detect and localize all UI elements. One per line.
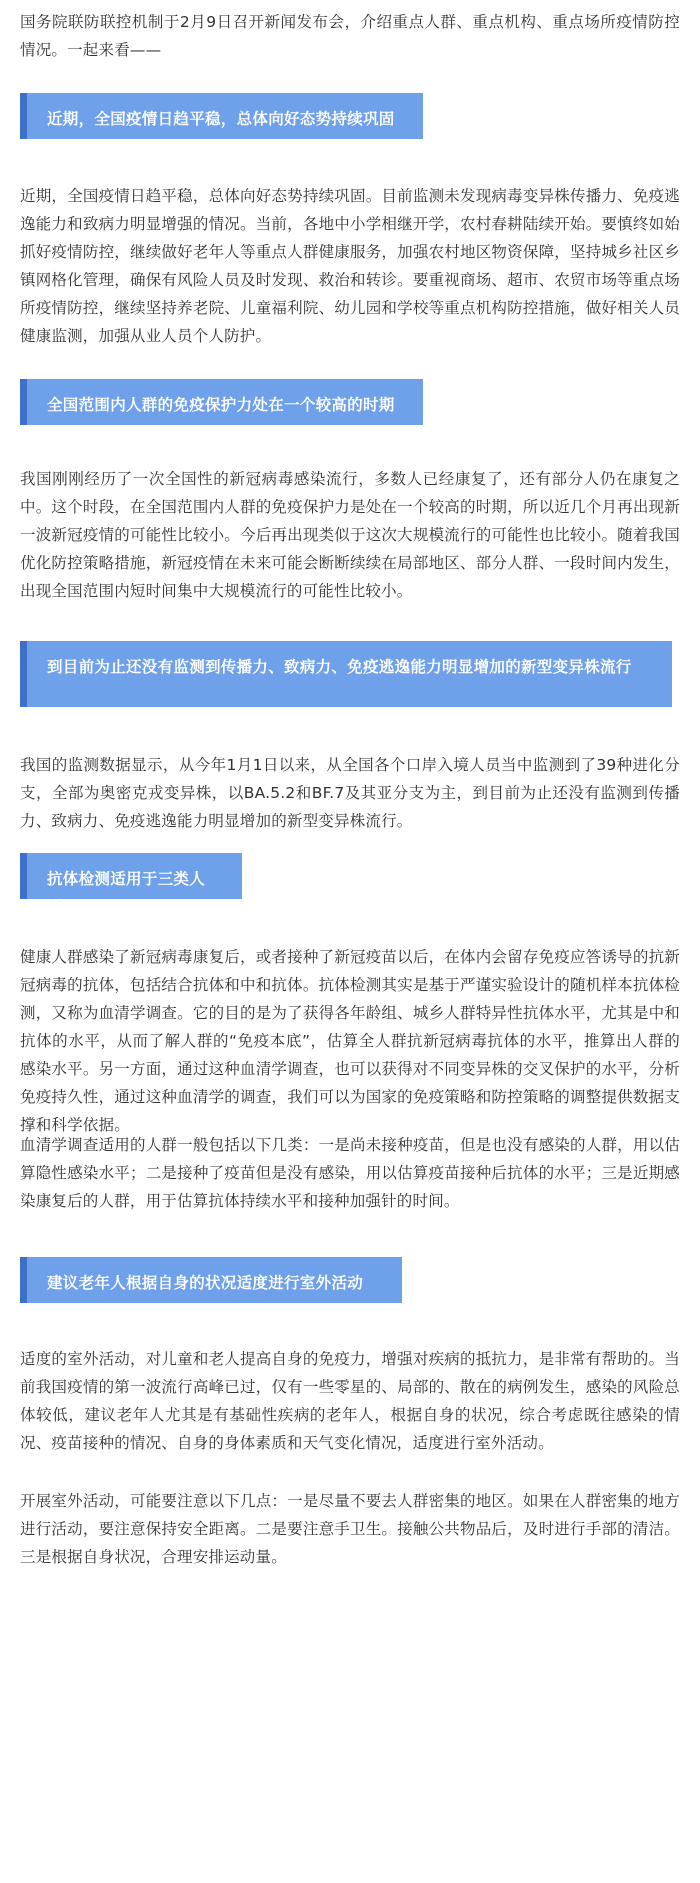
section-1-paragraph-1: 近期，全国疫情日趋平稳，总体向好态势持续巩固。目前监测未发现病毒变异株传播力、免疫逃逸能力和致病力明显增强的情况。当前，各地中小学相继开学，农村春耕陆续开始。要慎终如始抓好疫情防控，继续做好老年人等重点人群健康服务，加强农村地区物资保障，坚持城乡社区乡镇网格化管理，确保有风险人员及时发现、救治和转诊。要重视商场、超市、农贸市场等重点场所疫情防控，继续坚持养老院、儿童福利院、幼儿园和学校等重点机构防控措施，做好相关人员健康监测，加强从业人员个人防护。: [20, 187, 680, 345]
intro-paragraph: 国务院联防联控机制于2月9日召开新闻发布会，介绍重点人群、重点机构、重点场所疫情防控情况。一起来看——: [20, 13, 680, 59]
section-2-paragraph-1: 我国刚刚经历了一次全国性的新冠病毒感染流行，多数人已经康复了，还有部分人仍在康复之中。这个时段，在全国范围内人群的免疫保护力是处在一个较高的时期，所以近几个月再出现新一波新冠疫情的可能性比较小。今后再出现类似于这次大规模流行的可能性也比较小。随着我国优化防控策略措施，新冠疫情在未来可能会断断续续在局部地区、部分人群、一段时间内发生，出现全国范围内短时间集中大规模流行的可能性比较小。: [20, 470, 680, 600]
section-heading-5: 建议老年人根据自身的状况适度进行室外活动: [20, 1257, 402, 1303]
section-heading-3: 到目前为止还没有监测到传播力、致病力、免疫逃逸能力明显增加的新型变异株流行: [20, 641, 672, 707]
section-4-paragraph-1: 健康人群感染了新冠病毒康复后，或者接种了新冠疫苗以后，在体内会留存免疫应答诱导的抗新冠病毒的抗体，包括结合抗体和中和抗体。抗体检测其实是基于严谨实验设计的随机样本抗体检测，又称为血清学调查。它的目的是为了获得各年龄组、城乡人群特异性抗体水平，尤其是中和抗体的水平，从而了解人群的“免疫本底”，估算全人群抗新冠病毒抗体的水平，推算出人群的感染水平。另一方面，通过这种血清学调查，也可以获得对不同变异株的交叉保护的水平，分析免疫持久性，通过这种血清学的调查，我们可以为国家的免疫策略和防控策略的调整提供数据支撑和科学依据。: [20, 948, 680, 1134]
section-heading-2: 全国范围内人群的免疫保护力处在一个较高的时期: [20, 379, 423, 425]
section-5-paragraph-2: 开展室外活动，可能要注意以下几点：一是尽量不要去人群密集的地区。如果在人群密集的地方进行活动，要注意保持安全距离。二是要注意手卫生。接触公共物品后，及时进行手部的清洁。三是根据自身状况，合理安排运动量。: [20, 1492, 680, 1566]
section-heading-4: 抗体检测适用于三类人群: [20, 853, 242, 899]
section-3-paragraph-1: 我国的监测数据显示，从今年1月1日以来，从全国各个口岸入境人员当中监测到了39种进化分支，全部为奥密克戎变异株，以BA.5.2和BF.7及其亚分支为主，到目前为止还没有监测到传播力、致病力、免疫逃逸能力明显增加的新型变异株流行。: [20, 756, 680, 830]
section-5-paragraph-1: 适度的室外活动，对儿童和老人提高自身的免疫力，增强对疾病的抵抗力，是非常有帮助的。当前我国疫情的第一波流行高峰已过，仅有一些零星的、局部的、散在的病例发生，感染的风险总体较低，建议老年人尤其是有基础性疾病的老年人，根据自身的状况，综合考虑既往感染的情况、疫苗接种的情况、自身的身体素质和天气变化情况，适度进行室外活动。: [20, 1350, 680, 1452]
section-heading-1: 近期，全国疫情日趋平稳，总体向好态势持续巩固: [20, 93, 423, 139]
section-4-paragraph-2: 血清学调查适用的人群一般包括以下几类：一是尚未接种疫苗，但是也没有感染的人群，用以估算隐性感染水平；二是接种了疫苗但是没有感染，用以估算疫苗接种后抗体的水平；三是近期感染康复后的人群，用于估算抗体持续水平和接种加强针的时间。: [20, 1136, 680, 1210]
